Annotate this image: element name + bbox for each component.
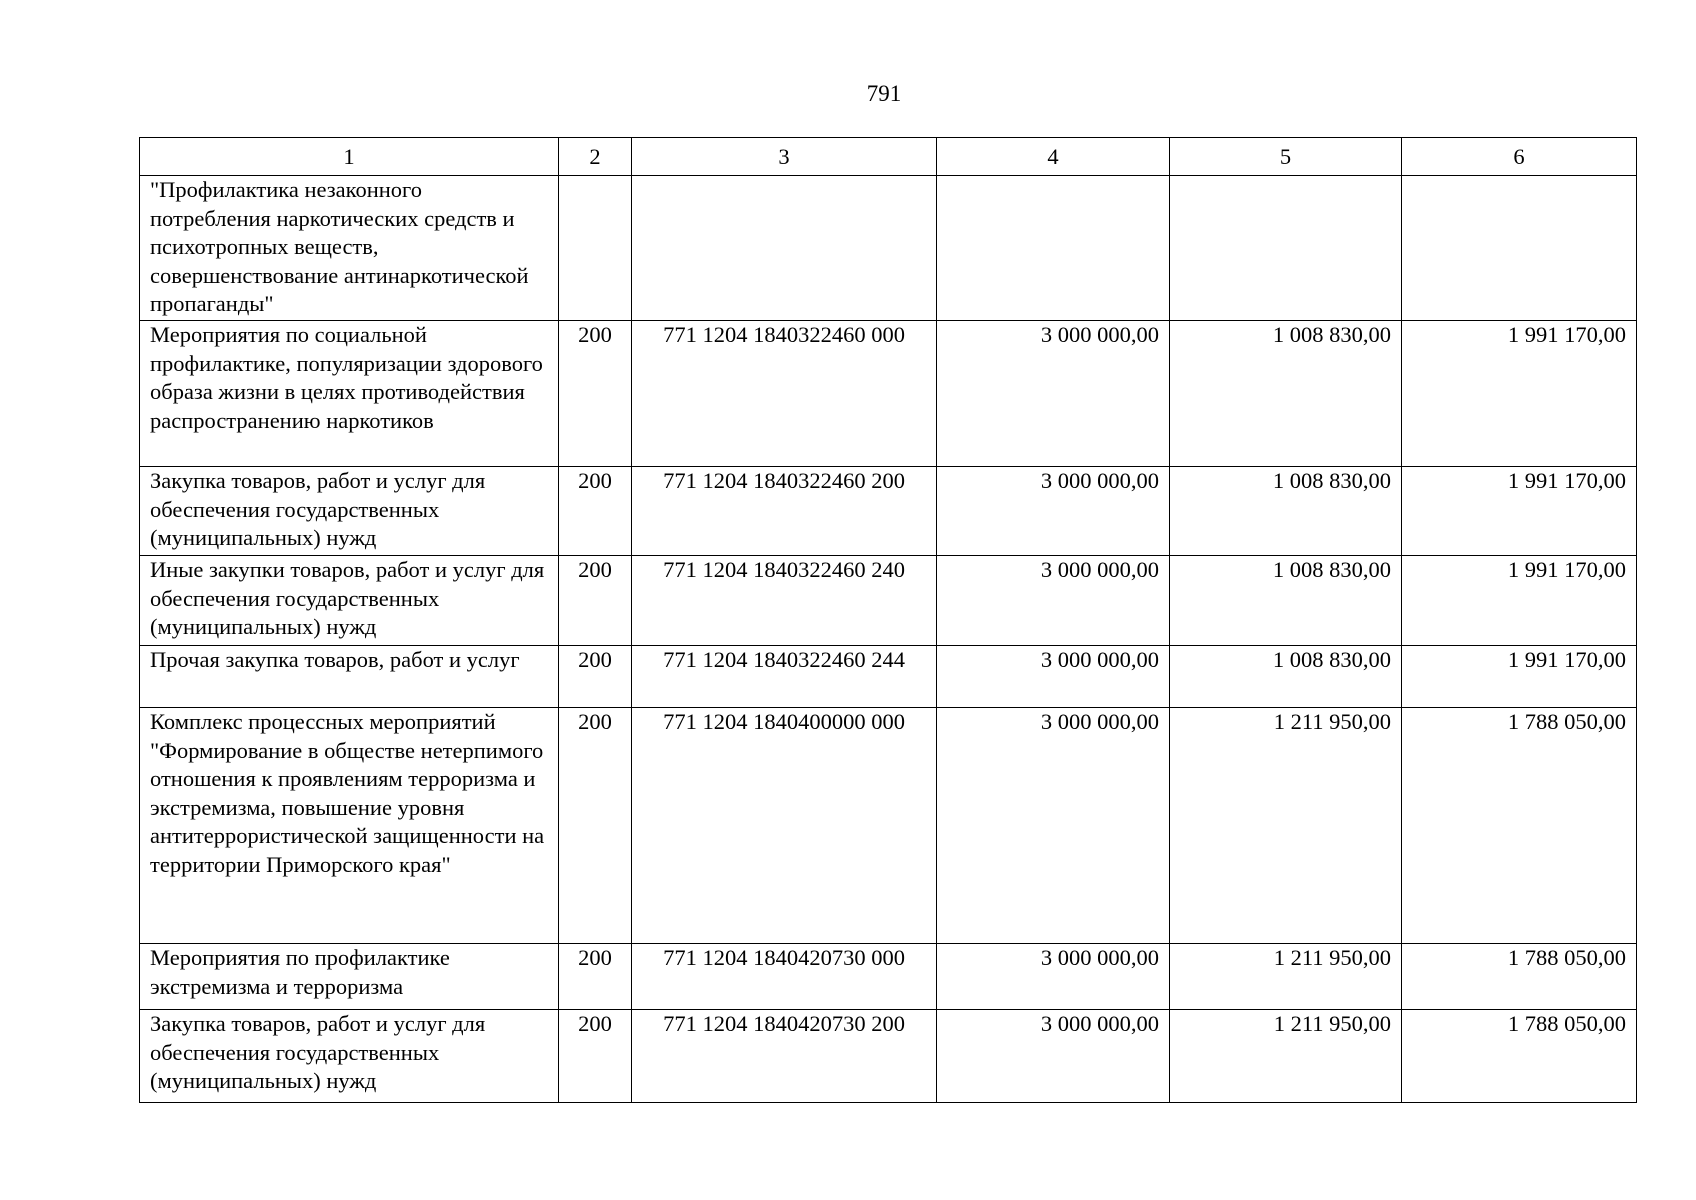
row-name-cell: Комплекс процессных мероприятий "Формирование в обществе нетерпимого отношения к проявлениям терроризма и экстремизма, повышение уровня антитеррористической защищенности на территории Приморского края" xyxy=(140,708,559,944)
approved-amount-cell xyxy=(937,176,1170,321)
row-name-cell: Закупка товаров, работ и услуг для обеспечения государственных (муниципальных) нужд xyxy=(140,467,559,556)
budget-classification-cell: 771 1204 1840420730 000 xyxy=(632,944,937,1010)
approved-amount-cell: 3 000 000,00 xyxy=(937,646,1170,708)
row-name-cell: Иные закупки товаров, работ и услуг для обеспечения государственных (муниципальных) нужд xyxy=(140,556,559,646)
approved-amount-cell: 3 000 000,00 xyxy=(937,556,1170,646)
remaining-amount-cell: 1 788 050,00 xyxy=(1402,944,1637,1010)
approved-amount-cell: 3 000 000,00 xyxy=(937,467,1170,556)
remaining-amount-cell: 1 991 170,00 xyxy=(1402,467,1637,556)
row-name-cell: "Профилактика незаконного потребления наркотических средств и психотропных веществ, совершенствование антинаркотической пропаганды" xyxy=(140,176,559,321)
row-name-cell: Мероприятия по социальной профилактике, популяризации здорового образа жизни в целях противодействия распространению наркотиков xyxy=(140,321,559,467)
budget-classification-cell: 771 1204 1840322460 244 xyxy=(632,646,937,708)
remaining-amount-cell: 1 991 170,00 xyxy=(1402,321,1637,467)
table-row xyxy=(140,176,1637,321)
remaining-amount-cell xyxy=(1402,176,1637,321)
row-name-cell: Прочая закупка товаров, работ и услуг xyxy=(140,646,559,708)
section-code-cell xyxy=(559,176,632,321)
row-name-cell: Закупка товаров, работ и услуг для обеспечения государственных (муниципальных) нужд xyxy=(140,1010,559,1103)
section-code-cell: 200 xyxy=(559,944,632,1010)
section-code-cell: 200 xyxy=(559,467,632,556)
remaining-amount-cell: 1 991 170,00 xyxy=(1402,646,1637,708)
table-row xyxy=(140,646,1637,708)
section-code-cell: 200 xyxy=(559,708,632,944)
table-row xyxy=(140,944,1637,1010)
budget-classification-cell: 771 1204 1840322460 000 xyxy=(632,321,937,467)
section-code-cell: 200 xyxy=(559,646,632,708)
column-header: 1 xyxy=(140,138,559,176)
budget-execution-table xyxy=(139,137,1637,1103)
approved-amount-cell: 3 000 000,00 xyxy=(937,321,1170,467)
section-code-cell: 200 xyxy=(559,556,632,646)
approved-amount-cell: 3 000 000,00 xyxy=(937,944,1170,1010)
table-row xyxy=(140,708,1637,944)
approved-amount-cell: 3 000 000,00 xyxy=(937,708,1170,944)
table-row xyxy=(140,556,1637,646)
budget-classification-cell: 771 1204 1840420730 200 xyxy=(632,1010,937,1103)
executed-amount-cell: 1 008 830,00 xyxy=(1170,467,1402,556)
column-header: 5 xyxy=(1170,138,1402,176)
table-header-row xyxy=(140,138,1637,176)
executed-amount-cell: 1 211 950,00 xyxy=(1170,944,1402,1010)
executed-amount-cell: 1 008 830,00 xyxy=(1170,556,1402,646)
budget-classification-cell xyxy=(632,176,937,321)
table-row xyxy=(140,467,1637,556)
executed-amount-cell: 1 211 950,00 xyxy=(1170,708,1402,944)
executed-amount-cell: 1 008 830,00 xyxy=(1170,646,1402,708)
page-number: 791 xyxy=(866,81,902,106)
executed-amount-cell xyxy=(1170,176,1402,321)
budget-classification-cell: 771 1204 1840322460 200 xyxy=(632,467,937,556)
section-code-cell: 200 xyxy=(559,321,632,467)
executed-amount-cell: 1 211 950,00 xyxy=(1170,1010,1402,1103)
approved-amount-cell: 3 000 000,00 xyxy=(937,1010,1170,1103)
remaining-amount-cell: 1 991 170,00 xyxy=(1402,556,1637,646)
table-row xyxy=(140,1010,1637,1103)
column-header: 6 xyxy=(1402,138,1637,176)
column-header: 2 xyxy=(559,138,632,176)
table-row xyxy=(140,321,1637,467)
executed-amount-cell: 1 008 830,00 xyxy=(1170,321,1402,467)
section-code-cell: 200 xyxy=(559,1010,632,1103)
remaining-amount-cell: 1 788 050,00 xyxy=(1402,1010,1637,1103)
remaining-amount-cell: 1 788 050,00 xyxy=(1402,708,1637,944)
budget-classification-cell: 771 1204 1840400000 000 xyxy=(632,708,937,944)
column-header: 3 xyxy=(632,138,937,176)
budget-classification-cell: 771 1204 1840322460 240 xyxy=(632,556,937,646)
column-header: 4 xyxy=(937,138,1170,176)
row-name-cell: Мероприятия по профилактике экстремизма и терроризма xyxy=(140,944,559,1010)
